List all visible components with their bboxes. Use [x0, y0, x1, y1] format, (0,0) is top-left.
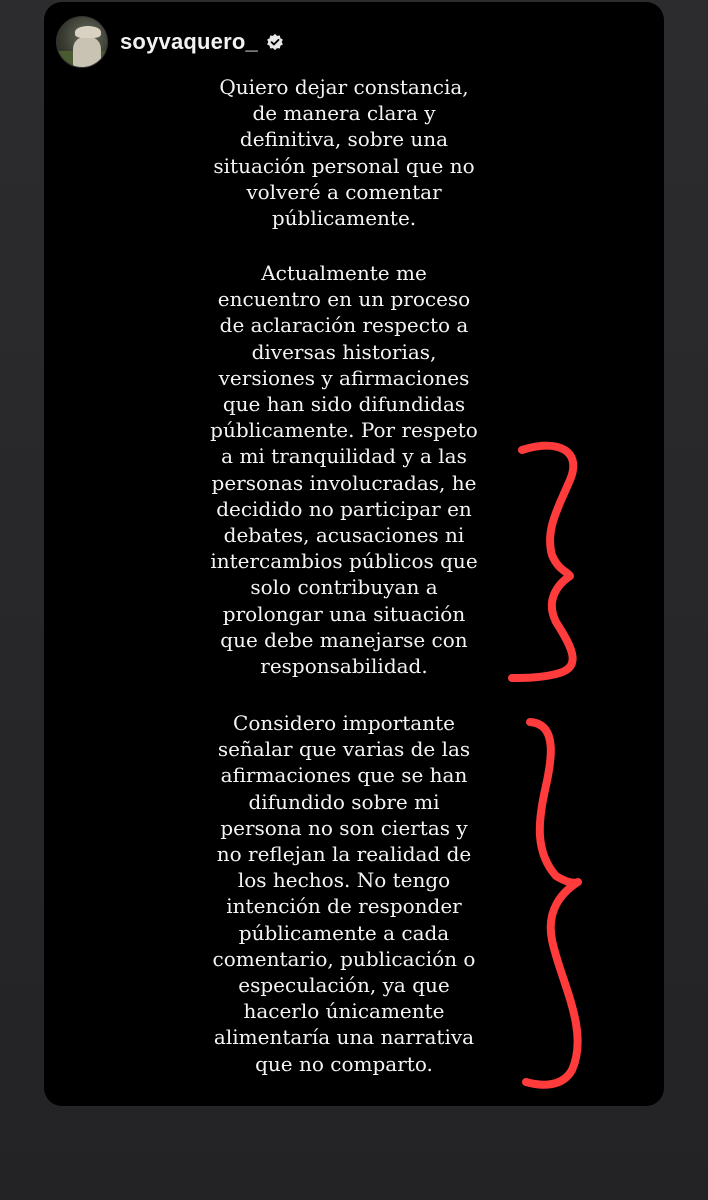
avatar[interactable]	[56, 16, 108, 68]
story-header	[56, 16, 284, 68]
story-paragraph-3: Considero importante señalar que varias de las afirmaciones que se han difundido sobre mi persona no son ciertas y no reflejan la realidad de los hechos. No tengo intención de responder públicamente a cada comentario, publicación o especulación, ya que hacerlo únicamente alimentaría una narrativa que no comparto.	[212, 711, 476, 1076]
instagram-story[interactable]	[44, 2, 664, 1106]
story-paragraph-2: Actualmente me encuentro en un proceso de aclaración respecto a diversas historias, versiones y afirmaciones que han sido difundidas públicamente. Por respeto a mi tranquilidad y a las personas involucradas, he decidido no participar en debates, acusaciones ni intercambios públicos que solo contribuyan a prolongar una situación que debe manejarse con responsabilidad.	[210, 261, 478, 679]
story-paragraph-1: Quiero dejar constancia, de manera clara y definitiva, sobre una situación personal que no volveré a comentar públicamente.	[213, 75, 475, 231]
verified-badge-icon	[266, 33, 284, 51]
username[interactable]: soyvaquero_	[120, 29, 258, 54]
